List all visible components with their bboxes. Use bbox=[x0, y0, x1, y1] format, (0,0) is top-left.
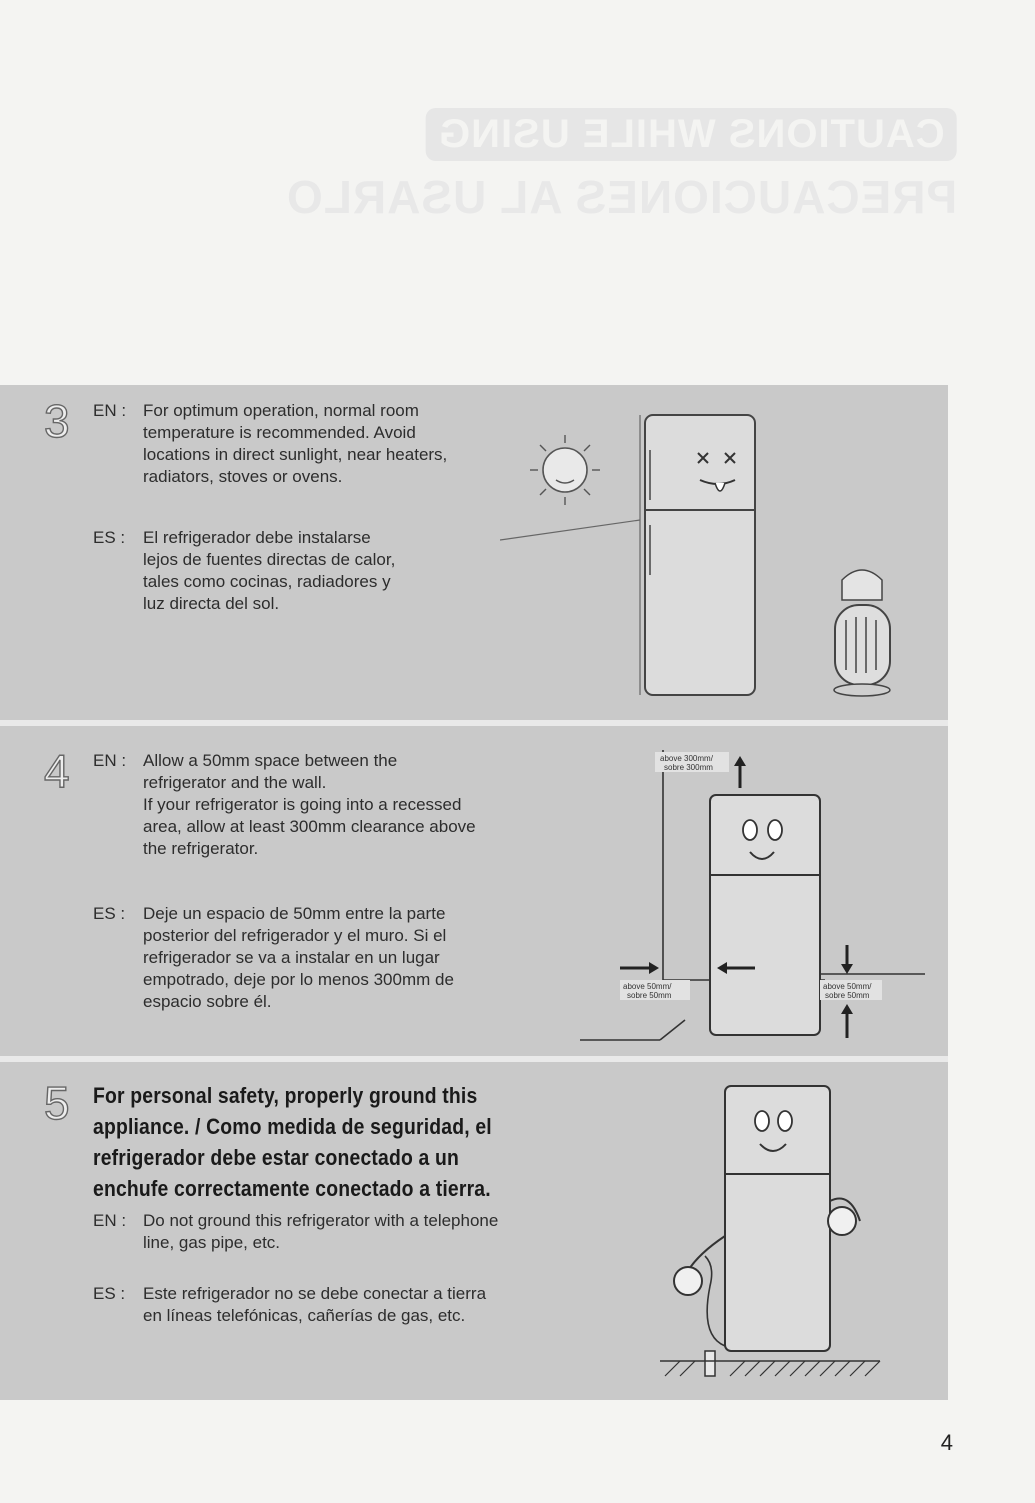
fridge-icon bbox=[645, 415, 755, 695]
rear-clearance-label-2: sobre 50mm bbox=[825, 991, 870, 1000]
section-4-en bbox=[93, 750, 563, 860]
sun-icon bbox=[530, 435, 600, 505]
text-line: tales como cocinas, radiadores y bbox=[143, 572, 391, 591]
top-clearance-label-2: sobre 300mm bbox=[664, 763, 713, 772]
text-line: posterior del refrigerador y el muro. Si el bbox=[143, 926, 447, 945]
en-label: EN : bbox=[93, 751, 127, 770]
text-line: Este refrigerador no se debe conectar a tierra bbox=[143, 1284, 487, 1303]
clearance-diagram bbox=[575, 740, 935, 1050]
section-number: 4 bbox=[44, 745, 70, 797]
section-4-es bbox=[93, 903, 563, 1013]
arrow-up-icon bbox=[734, 756, 746, 788]
text-line: area, allow at least 300mm clearance above bbox=[143, 817, 476, 836]
en-label: EN : bbox=[93, 1211, 127, 1230]
text-line: Deje un espacio de 50mm entre la parte bbox=[143, 904, 446, 923]
section-number: 3 bbox=[44, 395, 70, 447]
heading-line: appliance. / Como medida de seguridad, el bbox=[93, 1114, 492, 1139]
text-line: refrigerador se va a instalar en un lugar bbox=[143, 948, 440, 967]
text-line: espacio sobre él. bbox=[143, 992, 272, 1011]
rear-clearance-label-1: above 50mm/ bbox=[823, 982, 872, 991]
text-line: Allow a 50mm space between the bbox=[143, 751, 398, 770]
section-3-en bbox=[93, 400, 523, 488]
side-clearance-label-2: sobre 50mm bbox=[627, 991, 672, 1000]
arrow-right-icon bbox=[620, 962, 659, 974]
heading-line: refrigerador debe estar conectado a un bbox=[93, 1145, 460, 1170]
text-line: radiators, stoves or ovens. bbox=[143, 467, 343, 486]
text-line: locations in direct sunlight, near heaters, bbox=[143, 445, 448, 464]
arrow-down-icon bbox=[841, 945, 853, 974]
text-line: For optimum operation, normal room bbox=[143, 401, 419, 420]
hand-icon bbox=[828, 1207, 856, 1235]
heading-line: For personal safety, properly ground this bbox=[93, 1083, 478, 1108]
top-clearance-label-1: above 300mm/ bbox=[660, 754, 713, 763]
es-label: ES : bbox=[93, 528, 126, 547]
heater-icon bbox=[834, 570, 890, 696]
es-label: ES : bbox=[93, 1284, 126, 1303]
header-title-en: CAUTIONS WHILE USING bbox=[426, 108, 957, 161]
text-line: en líneas telefónicas, cañerías de gas, etc. bbox=[143, 1306, 466, 1325]
text-line: empotrado, deje por lo menos 300mm de bbox=[143, 970, 454, 989]
header-title-es: PRECAUCIONES AL USARLO bbox=[285, 171, 957, 223]
fridge-heat-illustration bbox=[500, 395, 920, 715]
fridge-icon bbox=[725, 1086, 830, 1351]
text-line: temperature is recommended. Avoid bbox=[143, 423, 416, 442]
en-label: EN : bbox=[93, 401, 127, 420]
hand-icon bbox=[674, 1267, 702, 1295]
section-number: 5 bbox=[44, 1077, 70, 1129]
section-5-heading bbox=[93, 1080, 573, 1204]
section-5-es bbox=[93, 1283, 593, 1327]
text-line: Do not ground this refrigerator with a telephone bbox=[143, 1211, 499, 1230]
arrow-up-icon bbox=[841, 1004, 853, 1038]
heading-line: enchufe correctamente conectado a tierra. bbox=[93, 1176, 491, 1201]
text-line: lejos de fuentes directas de calor, bbox=[143, 550, 396, 569]
fridge-icon bbox=[710, 795, 820, 1035]
page-number: 4 bbox=[940, 1430, 953, 1455]
section-5-en bbox=[93, 1210, 593, 1254]
section-3-es bbox=[93, 527, 523, 615]
text-line: El refrigerador debe instalarse bbox=[143, 528, 371, 547]
es-label: ES : bbox=[93, 904, 126, 923]
text-line: line, gas pipe, etc. bbox=[143, 1233, 281, 1252]
side-clearance-label-1: above 50mm/ bbox=[623, 982, 672, 991]
grounded-fridge-illustration bbox=[650, 1066, 900, 1396]
text-line: refrigerator and the wall. bbox=[143, 773, 327, 792]
text-line: If your refrigerator is going into a recessed bbox=[143, 795, 462, 814]
text-line: the refrigerator. bbox=[143, 839, 259, 858]
ground-plug-icon bbox=[705, 1351, 715, 1376]
text-line: luz directa del sol. bbox=[143, 594, 280, 613]
